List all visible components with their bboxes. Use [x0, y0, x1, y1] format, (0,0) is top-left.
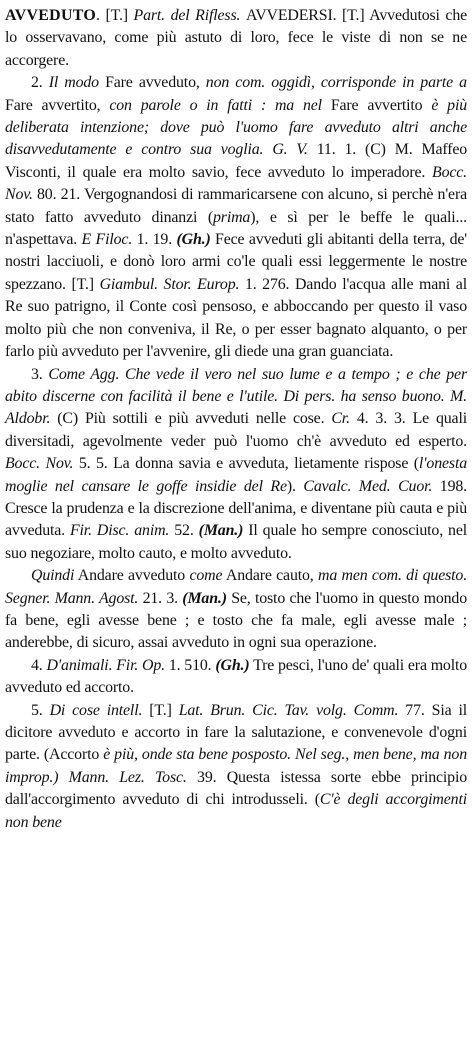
- gloss: l'onesta moglie nel cansare le goffe insidie del Re: [5, 455, 468, 495]
- sense-label: D'animali.: [46, 656, 113, 674]
- example-text: Questa istessa sorte ebbe principio dall'accorgimento avveduto di chi introdusseli. (: [5, 768, 468, 809]
- citation: Cr.: [331, 410, 350, 428]
- citation: Lat. Brun. Cic. Tav. volg. Comm.: [178, 701, 399, 719]
- usage-note: come: [189, 567, 223, 585]
- root-verb: AVVEDERSI.: [245, 7, 337, 24]
- sense-number: 3.: [31, 365, 43, 383]
- headword: AVVEDUTO: [5, 7, 96, 24]
- sense-label: Quindi: [31, 567, 75, 585]
- citation-locator: 80. 21.: [37, 186, 81, 204]
- sense-number: 5.: [31, 701, 43, 719]
- sense-5: [5, 700, 467, 834]
- citation-locator: 21. 3.: [142, 589, 178, 607]
- source-tag: (Gh.): [176, 231, 211, 249]
- citation-locator: 1. 510.: [168, 656, 212, 674]
- citation: E Filoc.: [81, 231, 133, 249]
- example-text: ).: [286, 477, 296, 495]
- sense-label: Di cose intell.: [49, 701, 143, 719]
- source-tag: (Man.): [198, 522, 244, 540]
- citation-locator: 1. 276.: [244, 275, 290, 293]
- example-text: Avvedutosi che lo osservavano, come più astuto di loro, fece le viste di non se ne accorgere.: [5, 7, 468, 69]
- example-text: ), e sì per le beffe le quali... n'aspettava.: [5, 208, 467, 249]
- usage-note: C'è degli accorgimenti non bene: [5, 791, 467, 831]
- citation: Mann. Lez. Tosc.: [68, 768, 187, 786]
- trust-tag: [T.]: [149, 701, 172, 719]
- lemma: Fare avvertito: [330, 96, 423, 114]
- example-text: Sia il dicitore avveduto e accorto in fare la salutazione, e convenevole d'ogni parte. (: [5, 701, 467, 764]
- lemma: Fare avveduto,: [105, 74, 200, 92]
- citation-locator: 52.: [174, 522, 194, 540]
- citation-locator: 198.: [439, 477, 468, 495]
- example-text: M. Maffeo Visconti, il quale era molto savio, fece avveduto lo imperadore.: [5, 141, 468, 181]
- usage-note: è più, onde sta bene posposto. Nel seg., men bene, ma non improp.): [5, 746, 468, 786]
- citation: Cavalc. Med. Cuor.: [303, 477, 433, 495]
- citation: Segner. Mann. Agost.: [5, 589, 139, 607]
- lemma: Accorto: [49, 746, 100, 764]
- source-tag: (C): [57, 410, 78, 428]
- usage-note: ma men com. di questo.: [318, 567, 468, 585]
- sense-label: Il modo: [48, 74, 99, 92]
- citation: Fir. Disc. anim.: [69, 522, 170, 540]
- citation: G. V.: [272, 141, 308, 159]
- example-text: Se, tosto che l'uomo in questo mondo fa bene, egli avesse bene ; e tosto che fa male, egli avesse male ; anderebbe, di sicuro, assai avveduto in ogni sua operazione.: [5, 589, 468, 652]
- citation: Bocc. Nov.: [5, 163, 467, 204]
- part-of-speech: Part. del Rifless.: [133, 7, 241, 24]
- lemma: Andare avveduto: [77, 567, 186, 585]
- sense-number: 4.: [31, 656, 43, 674]
- example-text: Tre pesci, l'uno de' quali era molto avveduto ed accorto.: [5, 656, 468, 697]
- sense-3: [5, 364, 467, 566]
- example-text: Fece avveduti gli abitanti della terra, de' nostri lacciuoli, e donò loro armi co'le quali essi leggermente le nostre spezzano.: [5, 231, 468, 293]
- lemma: Andare cauto,: [225, 567, 314, 585]
- citation: M. Aldobr.: [5, 387, 467, 428]
- citation: Fir. Op.: [116, 656, 165, 674]
- trust-tag: [T.]: [71, 275, 94, 293]
- gloss: prima: [213, 208, 251, 226]
- example-text: Dando l'acqua alle mani al Re suo patrigno, il Conte così pensoso, e abboccando per questo il vaso molto più che non conveniva, il Re, o per esser bagnato alquanto, o per farlo più avveduto per l'avvenire, gli diede una gran guanciata.: [5, 275, 467, 361]
- example-text: Più sottili e più avveduti nelle cose.: [84, 410, 325, 428]
- usage-note: è più deliberata intenzione; dove può l'uomo fare avveduto altri anche disavvedutamente e contro sua voglia.: [5, 96, 468, 159]
- citation-locator: 39.: [197, 768, 217, 786]
- example-text: Cresce la prudenza e la discrezione dell'anima, e diventane più cauta e più avveduta.: [5, 499, 467, 540]
- definition: Come Agg. Che vede il vero nel suo lume e a tempo ; e che per abito discerne con facilità il bene e l'utile. Di pers. ha senso buono.: [5, 365, 467, 405]
- example-text: Vergognandosi di rammaricarsene con alcuno, si perchè n'era stato fatto avveduto dinanzi (: [5, 186, 467, 226]
- dictionary-page: [5, 5, 467, 834]
- citation-locator: 4. 3. 3.: [356, 410, 406, 428]
- citation-locator: 5. 5.: [78, 455, 108, 473]
- citation-locator: 1. 19.: [136, 231, 173, 249]
- trust-tag: [T.]: [342, 7, 365, 24]
- citation-locator: 77.: [405, 701, 425, 719]
- source-tag: (Gh.): [215, 656, 250, 674]
- sense-2: [5, 72, 467, 363]
- sense-number: 2.: [31, 74, 43, 92]
- example-text: Le quali diversitadi, agevolmente veder può l'uomo ch'è avveduto ed esperto.: [5, 410, 467, 450]
- citation-locator: 11. 1.: [316, 141, 357, 159]
- example-text: La donna savia e avveduta, lietamente rispose (: [113, 455, 419, 473]
- example-text: Il quale ho sempre conosciuto, nel suo negoziare, molto cauto, e molto avveduto.: [5, 522, 467, 562]
- source-tag: (Man.): [182, 589, 227, 607]
- citation: Giambul. Stor. Europ.: [99, 275, 240, 293]
- sense-4: [5, 655, 467, 700]
- source-tag: (C): [365, 141, 386, 159]
- usage-note: con parole o in fatti : ma nel: [109, 96, 322, 114]
- entry-intro: AVVEDUTO. [T.] Part. del Rifless. AVVEDERSI. [T.] Avvedutosi che lo osservavano, come più astuto di loro, fece le viste di non se ne accorgere.: [5, 7, 468, 69]
- usage-note: non com. oggidì, corrisponde in parte a: [205, 74, 467, 92]
- citation: Bocc. Nov.: [5, 455, 74, 473]
- trust-tag: [T.]: [105, 7, 128, 24]
- lemma: Fare avvertito,: [5, 96, 101, 114]
- sense-3-quindi: [5, 565, 467, 655]
